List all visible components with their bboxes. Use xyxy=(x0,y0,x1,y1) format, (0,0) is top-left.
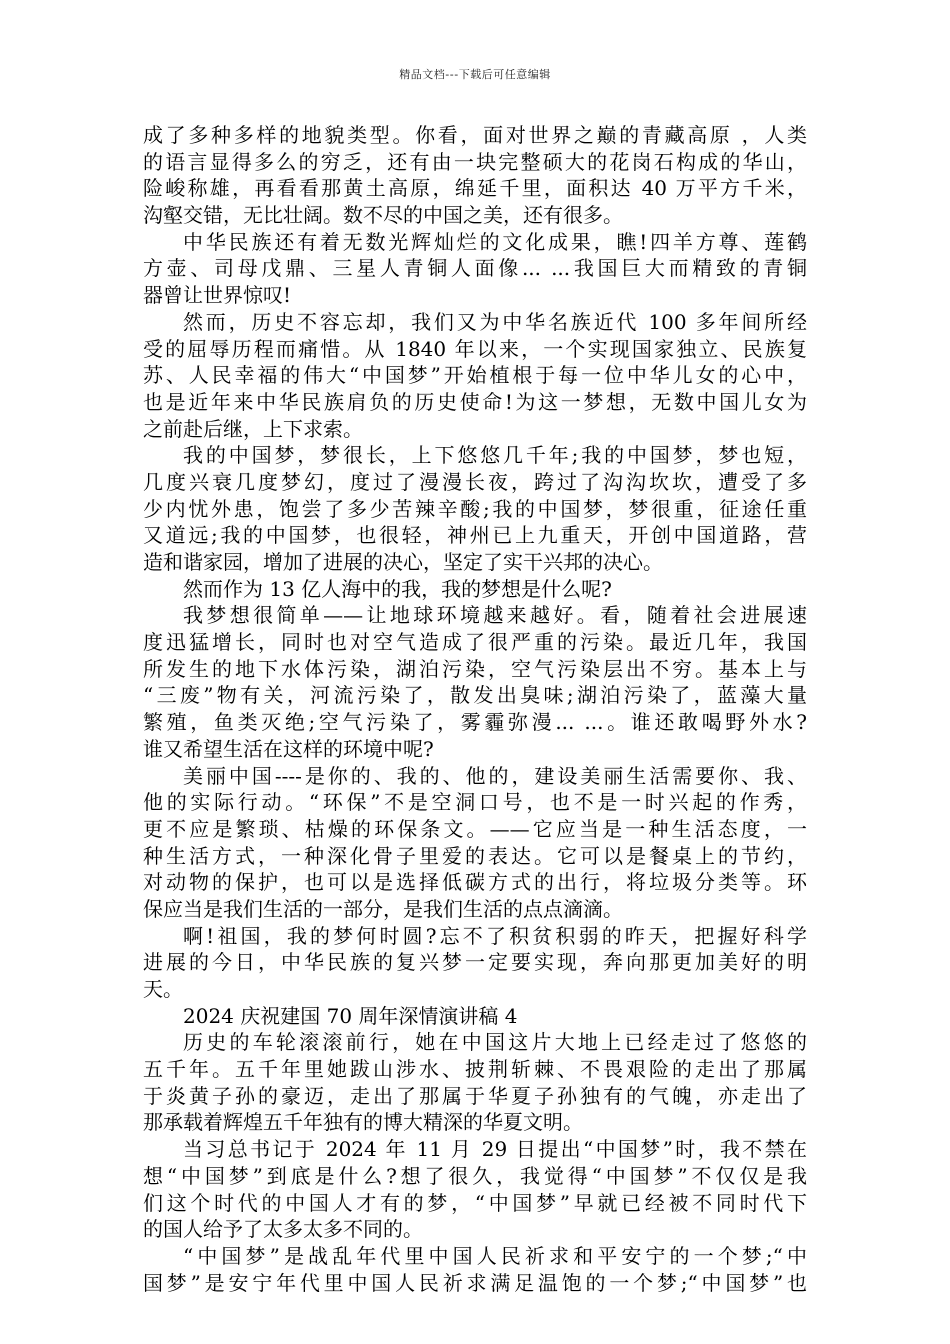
text-line: 更不应是繁琐、枯燥的环保条文。——它应当是一种生活态度，一 xyxy=(143,816,807,841)
text-line: 然而，历史不容忘却，我们又为中华名族近代 100 多年间所经 xyxy=(183,309,807,334)
text-line: 也是近年来中华民族肩负的历史使命!为这一梦想，无数中国儿女为 xyxy=(143,389,807,414)
text-line: 又道远;我的中国梦，也很轻，神州已上九重天，开创中国道路，营 xyxy=(143,523,807,548)
document-body xyxy=(143,122,807,1296)
text-line: 对动物的保护，也可以是选择低碳方式的出行，将垃圾分类等。环 xyxy=(143,870,807,895)
text-line: 所发生的地下水体污染，湖泊污染，空气污染层出不穷。基本上与 xyxy=(143,656,807,681)
text-line: 之前赴后继，上下求索。 xyxy=(143,416,363,441)
text-line: 险峻称雄，再看看那黄土高原，绵延千里，面积达 40 万平方千米， xyxy=(143,176,807,201)
text-line: 那承载着辉煌五千年独有的博大精深的华夏文明。 xyxy=(143,1110,583,1135)
text-line: 的语言显得多么的穷乏，还有由一块完整硕大的花岗石构成的华山， xyxy=(143,149,807,174)
text-line: 当习总书记于 2024 年 11 月 29 日提出“中国梦”时，我不禁在 xyxy=(183,1137,807,1162)
text-line: 历史的车轮滚滚前行，她在中国这片大地上已经走过了悠悠的 xyxy=(183,1030,807,1055)
text-line: 苏、人民幸福的伟大“中国梦”开始植根于每一位中华儿女的心中， xyxy=(143,363,807,388)
text-line: 方壶、司母戊鼎、三星人青铜人面像... ...我国巨大而精致的青铜 xyxy=(143,256,807,281)
text-line: 于炎黄子孙的豪迈，走出了那属于华夏子孙独有的气魄，亦走出了 xyxy=(143,1083,807,1108)
page-header: 精品文档---下载后可任意编辑 xyxy=(399,68,551,81)
text-line: 然而作为 13 亿人海中的我，我的梦想是什么呢? xyxy=(183,576,612,601)
text-line: “三废”物有关，河流污染了，散发出臭味;湖泊污染了，蓝藻大量 xyxy=(143,683,807,708)
text-line: 进展的今日，中华民族的复兴梦一定要实现，奔向那更加美好的明 xyxy=(143,950,807,975)
text-line: 中华民族还有着无数光辉灿烂的文化成果，瞧!四羊方尊、莲鹤 xyxy=(183,229,807,254)
text-line: 想“中国梦”到底是什么?想了很久，我觉得“中国梦”不仅仅是我 xyxy=(143,1163,807,1188)
text-line: 五千年。五千年里她跋山涉水、披荆斩棘、不畏艰险的走出了那属 xyxy=(143,1057,807,1082)
text-line: 造和谐家园，增加了进展的决心，坚定了实干兴邦的决心。 xyxy=(143,550,663,574)
text-line: 我梦想很简单——让地球环境越来越好。看，随着社会进展速 xyxy=(183,603,807,628)
text-line: 受的屈辱历程而痛惜。从 1840 年以来，一个实现国家独立、民族复 xyxy=(143,336,807,361)
text-line: 几度兴衰几度梦幻，度过了漫漫长夜，跨过了沟沟坎坎，遭受了多 xyxy=(143,469,807,494)
text-line: 2024 庆祝建国 70 周年深情演讲稿 4 xyxy=(183,1003,518,1028)
text-line: 天。 xyxy=(143,977,183,1001)
text-line: 器曾让世界惊叹! xyxy=(143,283,292,308)
text-line: 国梦”是安宁年代里中国人民祈求满足温饱的一个梦;“中国梦”也 xyxy=(143,1270,807,1295)
text-line: 保应当是我们生活的一部分，是我们生活的点点滴滴。 xyxy=(143,896,623,921)
text-line: 少内忧外患，饱尝了多少苦辣辛酸;我的中国梦，梦很重，征途任重 xyxy=(143,496,807,521)
text-line: 美丽中国----是你的、我的、他的，建设美丽生活需要你、我、 xyxy=(183,763,807,788)
text-line: 们这个时代的中国人才有的梦，“中国梦”早就已经被不同时代下 xyxy=(143,1190,807,1215)
text-line: 他的实际行动。“环保”不是空洞口号，也不是一时兴起的作秀， xyxy=(143,790,807,815)
text-line: 种生活方式，一种深化骨子里爱的表达。它可以是餐桌上的节约， xyxy=(143,843,807,868)
text-line: 成了多种多样的地貌类型。你看，面对世界之巅的青藏高原 ，人类 xyxy=(143,123,807,147)
text-line: 沟壑交错，无比壮阔。数不尽的中国之美，还有很多。 xyxy=(143,203,623,228)
text-line: 谁又希望生活在这样的环境中呢? xyxy=(143,736,434,761)
text-line: 啊!祖国，我的梦何时圆?忘不了积贫积弱的昨天，把握好科学 xyxy=(183,923,807,948)
text-line: 繁殖，鱼类灭绝;空气污染了，雾霾弥漫... ...。谁还敢喝野外水? xyxy=(143,710,807,735)
text-line: 的国人给予了太多太多不同的。 xyxy=(143,1217,423,1242)
text-line: 度迅猛增长，同时也对空气造成了很严重的污染。最近几年，我国 xyxy=(143,630,807,655)
text-line: “中国梦”是战乱年代里中国人民祈求和平安宁的一个梦;“中 xyxy=(183,1243,807,1268)
text-line: 我的中国梦，梦很长，上下悠悠几千年;我的中国梦，梦也短， xyxy=(183,443,807,468)
